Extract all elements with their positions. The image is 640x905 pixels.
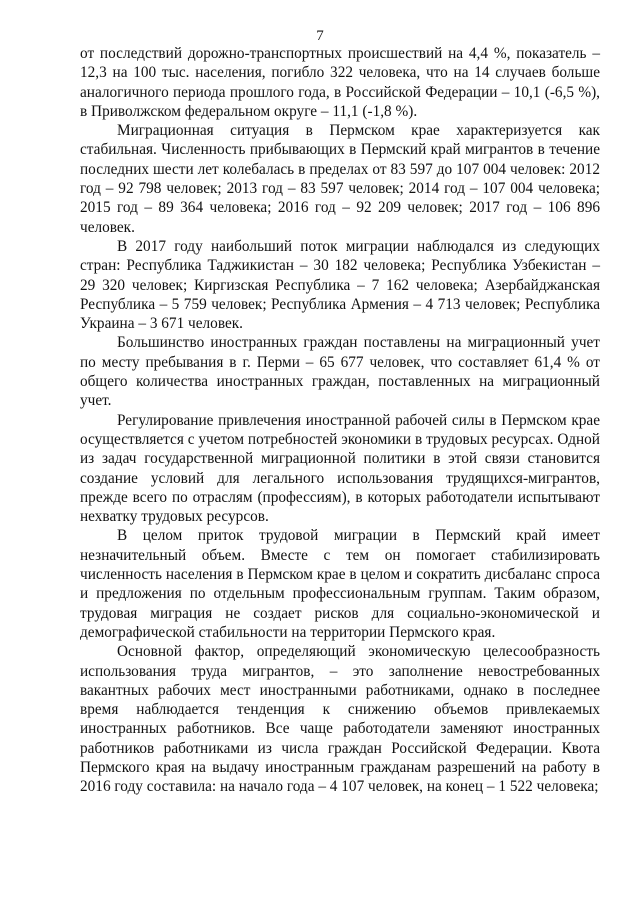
paragraph-migration-countries: В 2017 году наибольший поток миграции наблюдался из следующих стран: Республика Таджикистан – 30 182 человека; Республика Узбекистан – 29 320 человек; Киргизская Республика – 7 162 человека; Азербайджанская Республика – 5 759 человек; Республика Армения – 4 713 человек; Республика Украина – 3 671 человек. <box>80 237 600 333</box>
paragraph-labor-migration-volume: В целом приток трудовой миграции в Пермский край имеет незначительный объем. Вместе с тем он помогает стабилизировать численность населения в Пермском крае в целом и сократить дисбаланс спроса и предложения по отдельным профессиональным группам. Таким образом, трудовая миграция не создает рисков для социально-экономической и демографической стабильности на территории Пермского края. <box>80 527 600 641</box>
paragraph-migration-situation: Миграционная ситуация в Пермском крае характеризуется как стабильная. Численность прибывающих в Пермский край мигрантов в течение последних шести лет колебалась в пределах от 83 597 до 107 004 человек: 2012 год – 92 798 человек; 2013 год – 83 597 человек; 2014 год – 107 004 человека; 2015 год – 89 364 человека; 2016 год – 92 209 человек; 2017 год – 106 896 человек. <box>80 122 600 236</box>
paragraph-economic-factor: Основной фактор, определяющий экономическую целесообразность использования труда мигрантов, – это заполнение невостребованных вакантных рабочих мест иностранными работниками, однако в последнее время наблюдается тенденция к снижению объемов привлекаемых иностранных работников. Все чаще работодатели заменяют иностранных работников работниками из числа граждан Российской Федерации. Квота Пермского края на выдачу иностранным гражданам разрешений на работу в 2016 году составила: на начало года – 4 107 человек, на конец – 1 522 человека; <box>80 643 600 796</box>
paragraph-migration-registration: Большинство иностранных граждан поставлены на миграционный учет по месту пребывания в г. Перми – 65 677 человек, что составляет 61,4 % от общего количества иностранных граждан, поставленных на миграционный учет. <box>80 334 600 410</box>
page-number: 7 <box>316 28 324 44</box>
body-text <box>80 44 600 797</box>
paragraph-labor-regulation: Регулирование привлечения иностранной рабочей силы в Пермском крае осуществляется с учетом потребностей экономики в трудовых ресурсах. Одной из задач государственной миграционной политики в этой связи становится создание условий для легального использования трудящихся-мигрантов, прежде всего по отраслям (профессиям), в которых работодатели испытывают нехватку трудовых ресурсов. <box>80 411 600 526</box>
paragraph-road-accidents: от последствий дорожно-транспортных происшествий на 4,4 %, показатель – 12,3 на 100 тыс. населения, погибло 322 человека, что на 14 случаев больше аналогичного периода прошлого года, в Российской Федерации – 10,1 (-6,5 %), в Приволжском федеральном округе – 11,1 (-1,8 %). <box>80 45 600 120</box>
